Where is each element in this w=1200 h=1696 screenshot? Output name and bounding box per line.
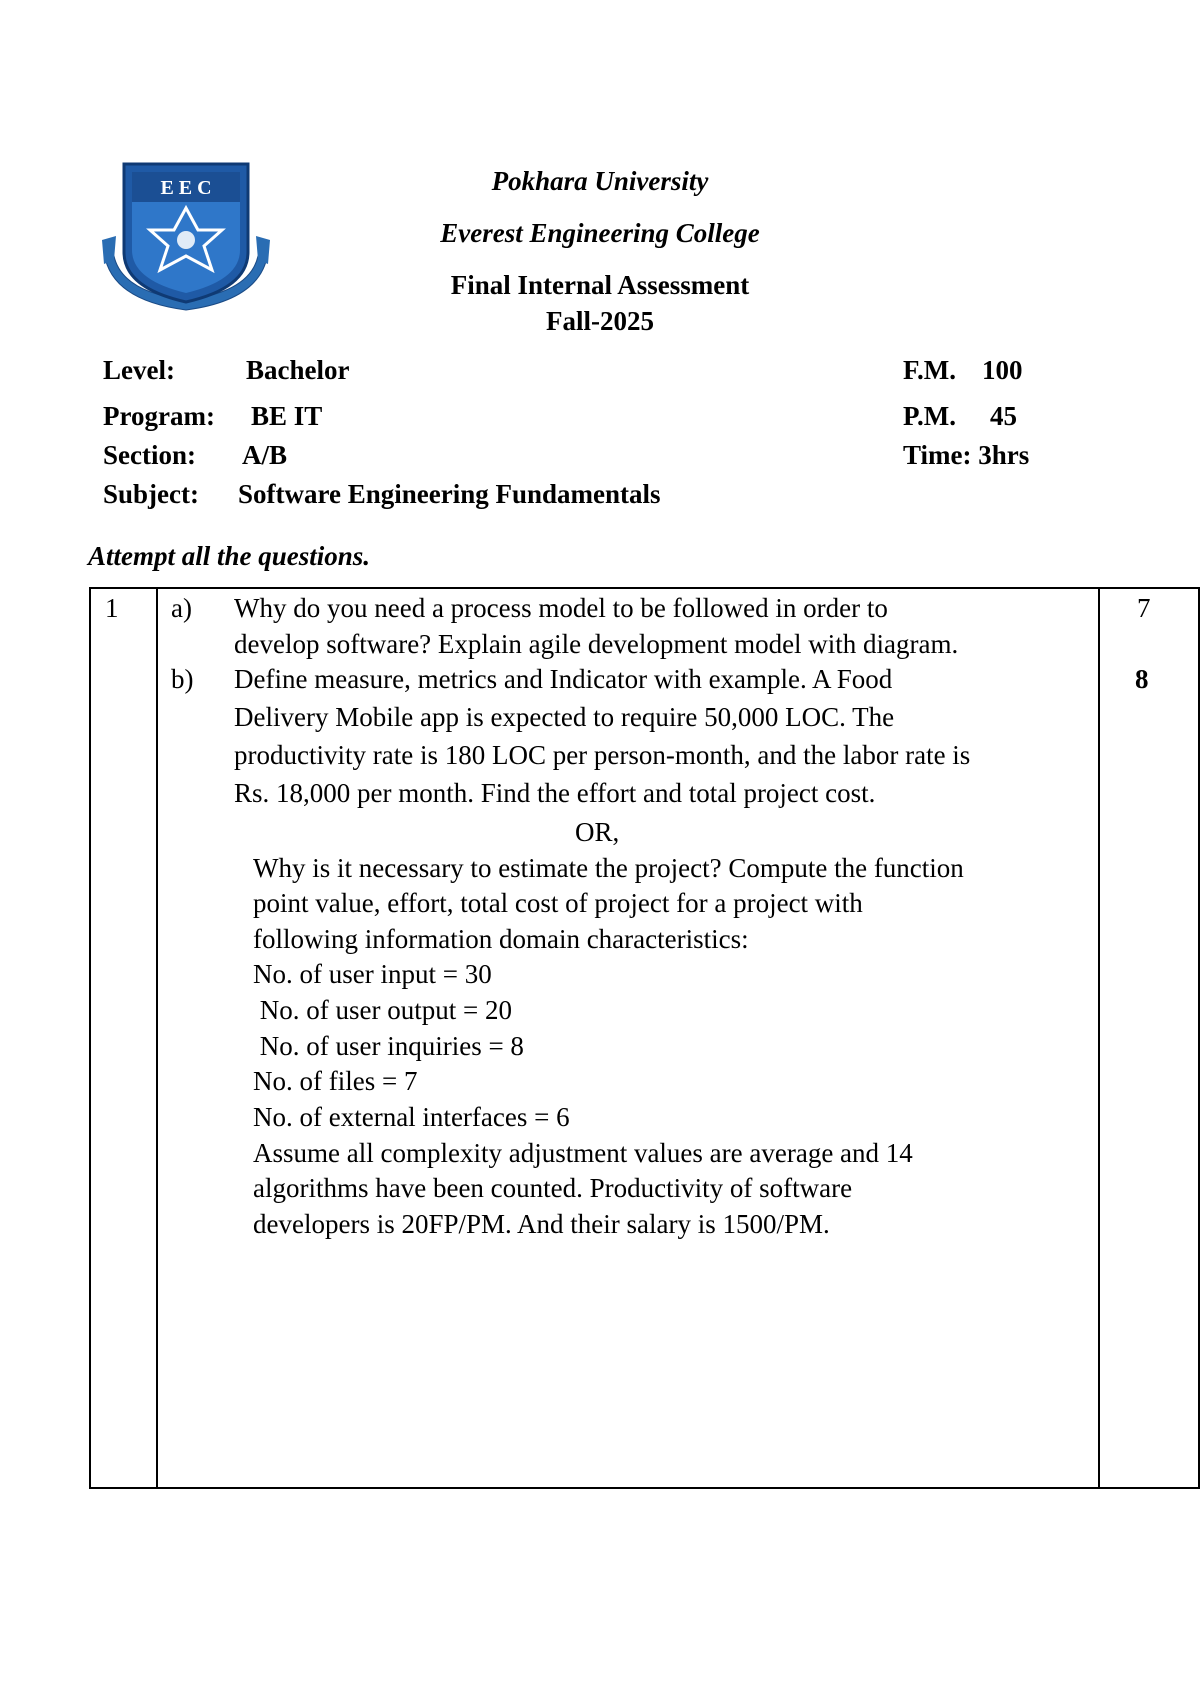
subquestion-a-label: a)	[171, 593, 192, 623]
subject-value: Software Engineering Fundamentals	[238, 479, 661, 509]
alternative-question-line: No. of user inquiries = 8	[253, 1031, 524, 1061]
logo-text-eec: E E C	[160, 177, 212, 199]
pass-marks-value: 45	[990, 401, 1017, 431]
program-label: Program:	[103, 401, 215, 431]
alternative-question-line: developers is 20FP/PM. And their salary is 1500/PM.	[253, 1209, 830, 1239]
subquestion-b-line: Rs. 18,000 per month. Find the effort and total project cost.	[234, 778, 876, 808]
alternative-question-line: No. of user output = 20	[253, 995, 512, 1025]
subquestion-b-line: productivity rate is 180 LOC per person-month, and the labor rate is	[234, 740, 971, 770]
full-marks-label: F.M.	[903, 355, 956, 385]
section-value: A/B	[242, 440, 288, 470]
subquestion-a-marks: 7	[1137, 593, 1151, 623]
college-name: Everest Engineering College	[440, 218, 760, 248]
subquestion-b-line: Define measure, metrics and Indicator with example. A Food	[234, 664, 893, 694]
question-table	[89, 587, 1200, 1489]
alternative-question-line: algorithms have been counted. Productivity of software	[253, 1173, 853, 1203]
table-divider	[1098, 589, 1100, 1487]
table-divider	[156, 589, 158, 1487]
or-separator: OR,	[575, 817, 620, 847]
alternative-question-line: following information domain characteristics:	[253, 924, 749, 954]
alternative-question-line: point value, effort, total cost of project for a project with	[253, 888, 863, 918]
subject-label: Subject:	[103, 479, 199, 509]
time-allowed: Time: 3hrs	[903, 440, 1030, 470]
subquestion-a-line: develop software? Explain agile development model with diagram.	[234, 629, 959, 659]
question-number: 1	[105, 593, 119, 623]
alternative-question-line: Assume all complexity adjustment values are average and 14	[253, 1138, 913, 1168]
program-value: BE IT	[251, 401, 323, 431]
alternative-question-line: No. of files = 7	[253, 1066, 418, 1096]
university-name: Pokhara University	[491, 166, 709, 196]
exam-title: Final Internal Assessment	[450, 270, 750, 300]
subquestion-b-line: Delivery Mobile app is expected to require 50,000 LOC. The	[234, 702, 895, 732]
subquestion-b-label: b)	[171, 664, 194, 694]
pass-marks-label: P.M.	[903, 401, 956, 431]
alternative-question-line: No. of external interfaces = 6	[253, 1102, 570, 1132]
college-logo	[100, 160, 272, 320]
full-marks-value: 100	[982, 355, 1023, 385]
subquestion-a-line: Why do you need a process model to be followed in order to	[234, 593, 888, 623]
alternative-question-line: No. of user input = 30	[253, 959, 492, 989]
alternative-question-line: Why is it necessary to estimate the project? Compute the function	[253, 853, 964, 883]
level-value: Bachelor	[246, 355, 350, 385]
level-label: Level:	[103, 355, 175, 385]
section-label: Section:	[103, 440, 196, 470]
instruction-text: Attempt all the questions.	[88, 541, 371, 571]
exam-term: Fall-2025	[546, 306, 654, 336]
subquestion-b-marks: 8	[1135, 664, 1149, 694]
